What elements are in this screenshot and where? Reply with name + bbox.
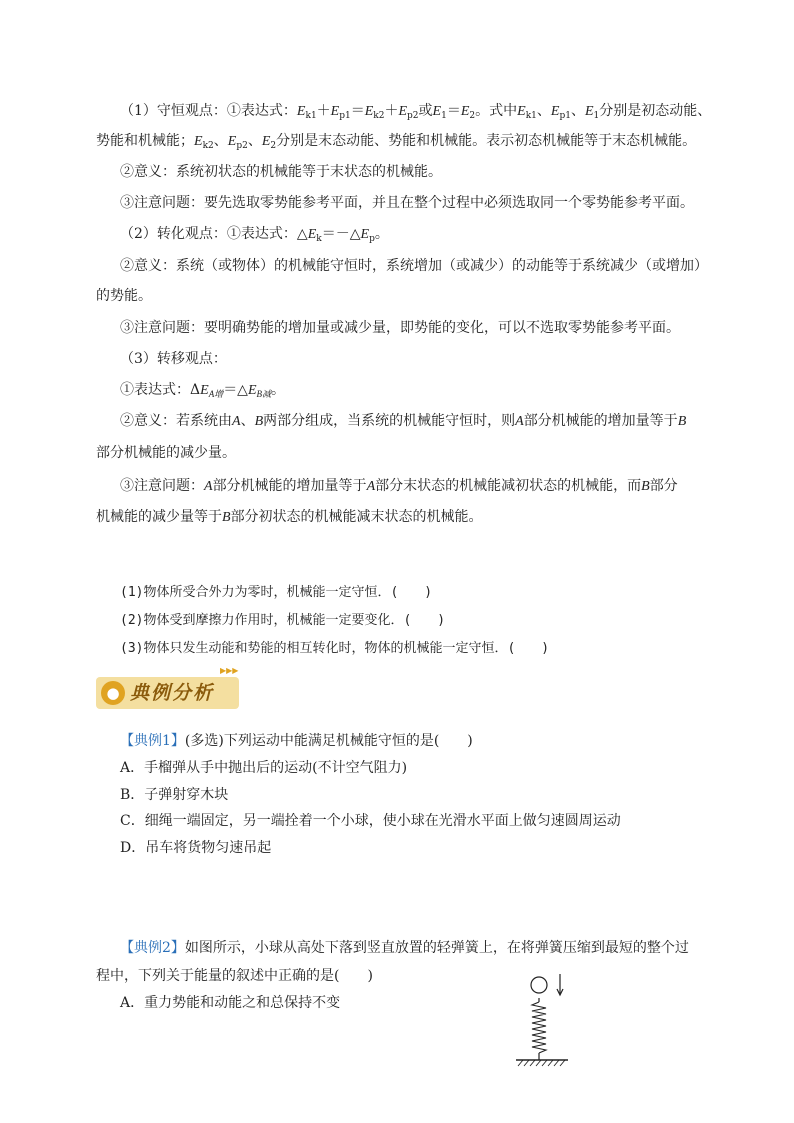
text: ③注意问题： [120,478,204,494]
subscript: p1 [339,111,351,121]
symbol: ＝ [446,103,461,119]
spring [532,1002,546,1053]
symbol: ＋ [384,103,399,119]
subscript: k1 [305,111,317,121]
text: （1）守恒观点：①表达式： [120,103,297,119]
text-line: 的势能。 [96,288,152,304]
option-item: B．子弹射穿木块 [120,787,229,803]
symbol: 、 [240,413,255,429]
example-1-stem [120,731,473,751]
triangle-arrows-icon: ▶▶▶ [220,666,239,675]
symbol: E [398,104,408,119]
symbol: E [296,104,306,119]
example-2-stem [120,938,689,958]
symbol: 、 [570,103,585,119]
subscript: 1 [593,111,600,121]
symbol: 、 [536,103,551,119]
symbol: 、 [213,133,228,149]
symbol: A [204,479,213,494]
text-line [120,101,711,126]
symbol: B [677,414,687,429]
example-tag: 【典例1】 [120,733,185,749]
text-line: （3）转移观点： [120,351,227,367]
option-item: A．手榴弹从手中抛出后的运动(不计空气阻力) [120,760,408,776]
symbol: ＝ [350,103,365,119]
subscript: k1 [525,111,537,121]
text: 或 [418,103,433,119]
symbol: ＋ [316,103,331,119]
subscript: p [369,234,375,244]
subscript: k2 [373,111,385,121]
option-item: A．重力势能和动能之和总保持不变 [120,995,341,1011]
text-line [120,224,389,249]
symbol: E [194,134,203,149]
symbol: E [200,383,209,398]
example-tag: 【典例2】 [120,940,185,956]
subscript: 2 [270,141,277,151]
subscript: B减 [256,389,272,399]
text-line [120,411,686,432]
section-badge [96,677,239,709]
subscript: k2 [202,141,214,151]
text-line [120,476,678,497]
symbol: E [550,104,560,119]
text: 。式中 [475,103,518,119]
subscript: p2 [236,141,248,151]
text: ＝－△ [321,226,361,242]
symbol: E [364,104,374,119]
symbol: B [641,479,650,494]
option-item: C．细绳一端固定，另一端拴着一个小球，使小球在光滑水平面上做匀速圆周运动 [120,813,621,829]
badge-title: 典例分析 [130,682,215,704]
subscript: A增 [208,389,224,399]
text: 部分初状态的机械能减末状态的机械能。 [230,509,483,525]
text-line: ③注意问题：要先选取零势能参考平面，并且在整个过程中必须选取同一个零势能参考平面。 [120,195,694,211]
text-line: 程中，下列关于能量的叙述中正确的是( ) [96,968,373,984]
text: 部分末状态的机械能减初状态的机械能，而 [375,478,642,494]
text: 机械能的减少量等于 [96,509,222,525]
symbol: E [261,134,271,149]
text: (多选)下列运动中能满足机械能守恒的是( ) [184,733,473,749]
symbol: B [254,414,264,429]
text: 势能和机械能； [96,133,194,149]
symbol: 、 [247,133,262,149]
option-item: D．吊车将货物匀速吊起 [120,840,272,856]
judge-item: (1)物体所受合外力为零时，机械能一定守恒．( ) [120,585,433,600]
text: 部分机械能的增加量等于 [523,413,678,429]
globe-icon: ● [101,681,125,705]
text: 分别是初态动能、 [599,103,712,119]
ball [531,977,547,993]
symbol: E [330,104,340,119]
spring-ball-figure [510,968,574,1070]
subscript: p1 [559,111,571,121]
subscript: 2 [469,111,476,121]
text: 。 [374,226,389,242]
text: ②意义：若系统由 [120,413,232,429]
judge-item: (2)物体受到摩擦力作用时，机械能一定要变化．( ) [120,613,446,628]
text: 。 [271,382,286,398]
subscript: 1 [441,111,447,121]
symbol: E [517,104,526,119]
text-line [120,380,285,404]
symbol: E [227,134,237,149]
subscript: p2 [407,111,419,121]
symbol: E [247,383,257,398]
text: 分别是末态动能、势能和机械能。表示初态机械能等于末态机械能。 [276,133,697,149]
symbol: E [584,104,594,119]
text: ＝△ [223,382,248,398]
text: 部分 [649,478,678,494]
text: 两部分组成，当系统的机械能守恒时，则 [263,413,516,429]
text: ①表达式：Δ [120,382,201,398]
text-line: ②意义：系统初状态的机械能等于末状态的机械能。 [120,164,442,180]
symbol: A [515,414,524,429]
symbol: E [307,227,317,242]
subscript: k [316,234,322,244]
symbol: B [222,510,231,525]
text-line [96,131,696,156]
symbol: E [432,104,442,119]
symbol: E [460,104,470,119]
text-line: ③注意问题：要明确势能的增加量或减少量，即势能的变化，可以不选取零势能参考平面。 [120,320,680,336]
text-line: ②意义：系统（或物体）的机械能守恒时，系统增加（或减少）的动能等于系统减少（或增加） [120,258,708,274]
symbol: A [366,479,376,494]
ground-hatch [518,1060,565,1066]
text-line [96,507,483,528]
symbol: E [360,227,370,242]
symbol: A [232,414,241,429]
judge-item: (3)物体只发生动能和势能的相互转化时，物体的机械能一定守恒．( ) [120,641,550,656]
text: （2）转化观点：①表达式：△ [120,226,308,242]
text: 如图所示，小球从高处下落到竖直放置的轻弹簧上，在将弹簧压缩到最短的整个过 [184,940,689,956]
text: 部分机械能的增加量等于 [212,478,367,494]
text-line: 部分机械能的减少量。 [96,445,236,461]
